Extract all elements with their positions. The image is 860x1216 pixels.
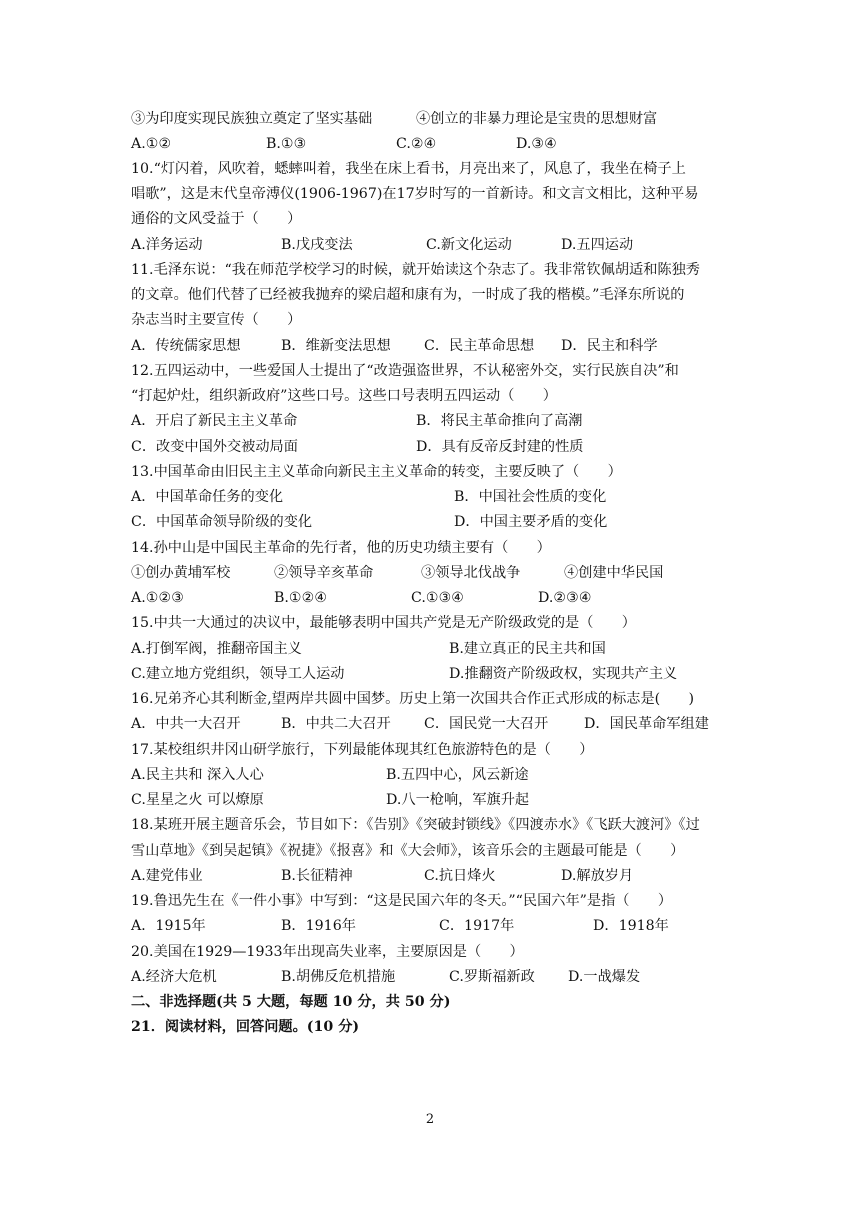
option-b: B．1916年 [281, 918, 356, 934]
option-b: B.①②④ [274, 590, 328, 606]
option-c: C.抗日烽火 [424, 868, 496, 884]
option-a: A．开启了新民主主义革命 [131, 413, 298, 429]
q10-stem-line: 唱歌”，这是末代皇帝溥仪(1906-1967)在17岁时写的一首新诗。和文言文相比，这种平易 [131, 186, 699, 202]
option-b: B．中国社会性质的变化 [454, 489, 607, 505]
q19-stem-line: 19.鲁迅先生在《一件小事》中写到：“这是民国六年的冬天。”“民国六年”是指（ ） [131, 893, 673, 909]
q12-stem-line: “打起炉灶，组织新政府”这些口号。这些口号表明五四运动（ ） [131, 388, 557, 404]
option-a: A.洋务运动 [131, 237, 203, 253]
statement-3: ③领导北伐战争 [421, 565, 521, 581]
q16-stem-line: 16.兄弟齐心其利断金,望两岸共圆中国梦。历史上第一次国共合作正式形成的标志是( ) [131, 691, 695, 707]
option-a: A.①② [131, 136, 172, 152]
option-c: C.罗斯福新政 [449, 969, 535, 985]
option-c: C.①③④ [411, 590, 465, 606]
option-d: D.五四运动 [561, 237, 634, 253]
statement-4: ④创立的非暴力理论是宝贵的思想财富 [416, 111, 658, 127]
q10-stem-line: 通俗的文风受益于（ ） [131, 211, 302, 227]
statement-4: ④创建中华民国 [564, 565, 664, 581]
q14-stem-line: 14.孙中山是中国民主革命的先行者，他的历史功绩主要有（ ） [131, 540, 551, 556]
option-a: A．中国革命任务的变化 [131, 489, 284, 505]
q18-stem-line: 18.某班开展主题音乐会，节目如下：《告别》《突破封锁线》《四渡赤水》《飞跃大渡河》《过 [131, 817, 700, 833]
option-b: B．中共二大召开 [281, 716, 391, 732]
option-c: C.星星之火 可以燎原 [131, 792, 264, 808]
q17-stem-line: 17.某校组织井冈山研学旅行，下列最能体现其红色旅游特色的是（ ） [131, 742, 594, 758]
q13-stem-line: 13.中国革命由旧民主主义革命向新民主主义革命的转变，主要反映了（ ） [131, 464, 622, 480]
q11-stem-line: 的文章。他们代替了已经被我抛弃的梁启超和康有为，一时成了我的楷模。”毛泽东所说的 [131, 287, 685, 303]
option-a: A.打倒军阀，推翻帝国主义 [131, 641, 302, 657]
option-b: B．将民主革命推向了高潮 [416, 413, 583, 429]
option-c: C.新文化运动 [426, 237, 512, 253]
section-heading: 二、非选择题(共 5 大题，每题 10 分，共 50 分) [131, 994, 451, 1010]
option-b: B.胡佛反危机措施 [281, 969, 396, 985]
q12-stem-line: 12.五四运动中，一些爱国人士提出了“改造强盗世界，不认秘密外交，实行民族自决”和 [131, 363, 679, 379]
q11-stem-line: 杂志当时主要宣传（ ） [131, 312, 302, 328]
option-d: D．1918年 [593, 918, 669, 934]
option-c: C．国民党一大召开 [424, 716, 549, 732]
option-d: D.③④ [516, 136, 557, 152]
option-a: A.民主共和 深入人心 [131, 767, 264, 783]
option-a: A．中共一大召开 [131, 716, 241, 732]
option-b: B.五四中心，风云新途 [386, 767, 529, 783]
q11-stem-line: 11.毛泽东说：“我在师范学校学习的时候，就开始读这个杂志了。我非常钦佩胡适和陈独秀 [131, 262, 700, 278]
statement-3: ③为印度实现民族独立奠定了坚实基础 [131, 111, 373, 127]
q10-stem-line: 10.“灯闪着，风吹着，蟋蟀叫着，我坐在床上看书，月亮出来了，风息了，我坐在椅子上 [131, 161, 686, 177]
statement-1: ①创办黄埔军校 [131, 565, 231, 581]
option-d: D.推翻资产阶级政权，实现共产主义 [449, 666, 678, 682]
option-a: A.经济大危机 [131, 969, 217, 985]
option-c: C．中国革命领导阶级的变化 [131, 514, 313, 530]
option-d: D．具有反帝反封建的性质 [416, 439, 584, 455]
q21-heading: 21．阅读材料，回答问题。(10 分) [131, 1019, 360, 1035]
page-number: 2 [425, 1112, 435, 1127]
option-d: D.八一枪响，军旗升起 [386, 792, 530, 808]
option-a: A．传统儒家思想 [131, 338, 241, 354]
option-b: B.建立真正的民主共和国 [449, 641, 606, 657]
option-b: B.长征精神 [281, 868, 353, 884]
q20-stem-line: 20.美国在1929—1933年出现高失业率，主要原因是（ ） [131, 944, 524, 960]
q18-stem-line: 雪山草地》《到吴起镇》《祝捷》《报喜》和《大会师》，该音乐会的主题最可能是（ ） [131, 843, 685, 859]
option-b: B.戊戌变法 [281, 237, 353, 253]
option-b: B．维新变法思想 [281, 338, 391, 354]
option-c: C．1917年 [439, 918, 515, 934]
option-a: A．1915年 [131, 918, 206, 934]
option-a: A.建党伟业 [131, 868, 203, 884]
option-d: D．中国主要矛盾的变化 [454, 514, 608, 530]
option-d: D．民主和科学 [561, 338, 658, 354]
option-d: D.解放岁月 [561, 868, 634, 884]
option-d: D.一战爆发 [568, 969, 641, 985]
option-d: D．国民革命军组建 [584, 716, 709, 732]
option-c: C．民主革命思想 [424, 338, 535, 354]
option-b: B.①③ [266, 136, 307, 152]
option-c: C.②④ [396, 136, 437, 152]
statement-2: ②领导辛亥革命 [274, 565, 374, 581]
option-c: C．改变中国外交被动局面 [131, 439, 298, 455]
option-a: A.①②③ [131, 590, 184, 606]
option-c: C.建立地方党组织，领导工人运动 [131, 666, 345, 682]
q15-stem-line: 15.中共一大通过的决议中，最能够表明中国共产党是无产阶级政党的是（ ） [131, 615, 636, 631]
option-d: D.②③④ [538, 590, 592, 606]
